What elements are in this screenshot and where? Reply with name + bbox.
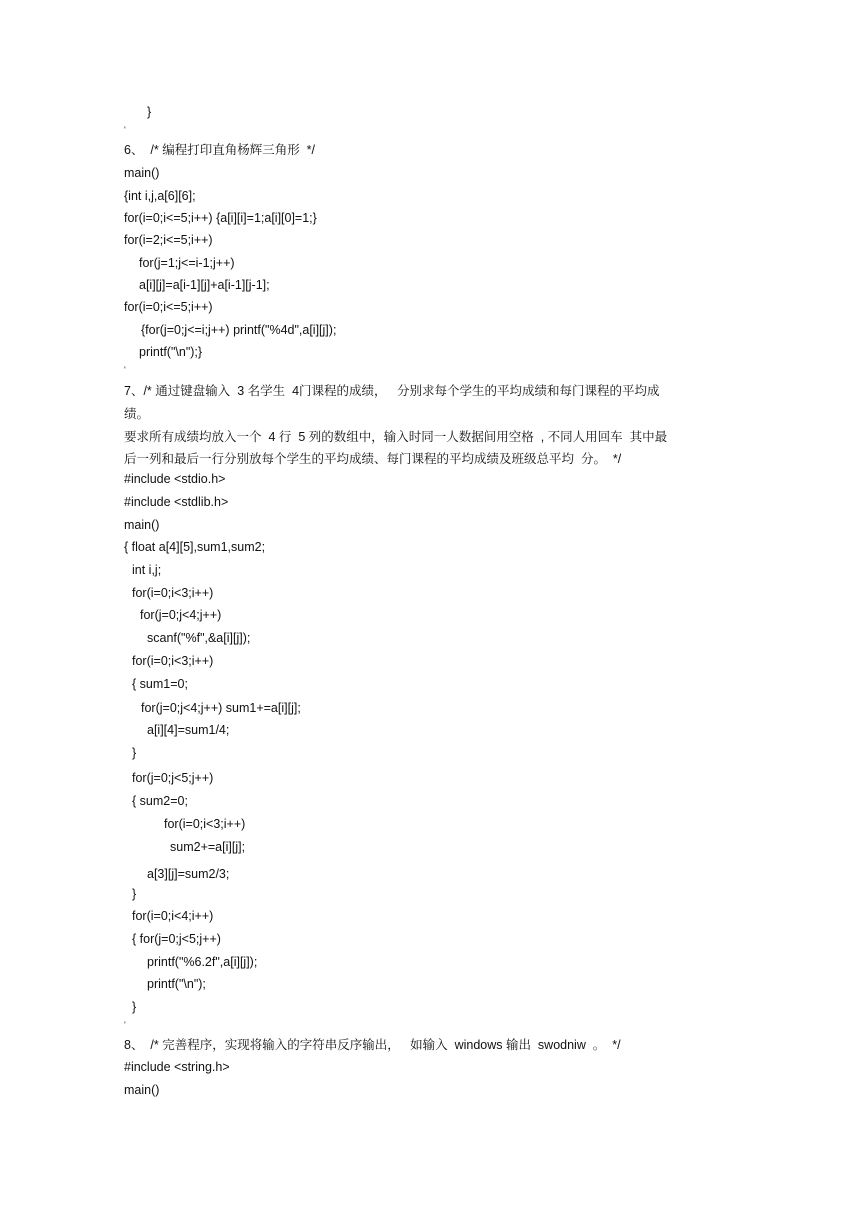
code-line: main() (124, 1083, 160, 1097)
code-line: {for(j=0;j<=i;j++) printf("%4d",a[i][j]); (141, 323, 337, 337)
code-line: } (132, 746, 137, 760)
code-line: printf("\n"); (147, 977, 206, 991)
question-7-text: 后一列和最后一行分别放每个学生的平均成绩、每门课程的平均成绩及班级总平均 分。 */ (124, 452, 622, 466)
code-line: for(i=0;i<=5;i++) (124, 300, 213, 314)
question-7-text: 要求所有成绩均放入一个 4 行 5 列的数组中，输入时同一人数据间用空格 , 不同人用回车 其中最 (124, 430, 668, 444)
margin-mark: ' (124, 1020, 126, 1030)
question-7-heading: 7、/* 通过键盘输入 3 名学生 4门课程的成绩， 分别求每个学生的平均成绩和每门课程的平均成 (124, 384, 660, 398)
question-8-heading: 8、 /* 完善程序，实现将输入的字符串反序输出， 如输入 windows 输出 swodniw 。 */ (124, 1038, 621, 1052)
code-line: a[i][4]=sum1/4; (147, 723, 230, 737)
code-line: { float a[4][5],sum1,sum2; (124, 540, 266, 554)
code-line: #include <string.h> (124, 1060, 230, 1074)
code-line: a[i][j]=a[i-1][j]+a[i-1][j-1]; (139, 278, 270, 292)
code-line: for(i=0;i<3;i++) (132, 586, 214, 600)
code-line: scanf("%f",&a[i][j]); (147, 631, 251, 645)
margin-mark: ' (124, 125, 126, 135)
margin-mark: ' (124, 365, 126, 375)
code-line: { sum1=0; (132, 677, 188, 691)
code-line: for(j=0;j<4;j++) sum1+=a[i][j]; (141, 701, 301, 715)
code-line: printf("\n");} (139, 345, 203, 359)
code-line: int i,j; (132, 563, 162, 577)
code-line: for(i=0;i<3;i++) (132, 654, 214, 668)
code-line: } (132, 1000, 137, 1014)
code-line: for(j=0;j<5;j++) (132, 771, 214, 785)
code-line: a[3][j]=sum2/3; (147, 867, 230, 881)
code-line: #include <stdlib.h> (124, 495, 229, 509)
code-line: main() (124, 518, 160, 532)
code-line: } (147, 105, 152, 119)
code-line: {int i,j,a[6][6]; (124, 189, 196, 203)
code-line: for(i=2;i<=5;i++) (124, 233, 213, 247)
code-line: for(i=0;i<4;i++) (132, 909, 214, 923)
question-7-text: 绩。 (124, 407, 150, 421)
question-6-heading: 6、 /* 编程打印直角杨辉三角形 */ (124, 143, 315, 157)
code-line: } (132, 887, 137, 901)
code-line: #include <stdio.h> (124, 472, 226, 486)
code-line: { for(j=0;j<5;j++) (132, 932, 221, 946)
code-line: sum2+=a[i][j]; (170, 840, 246, 854)
code-line: for(i=0;i<3;i++) (164, 817, 246, 831)
code-line: for(j=0;j<4;j++) (140, 608, 222, 622)
code-line: for(j=1;j<=i-1;j++) (139, 256, 235, 270)
code-line: main() (124, 166, 160, 180)
code-line: { sum2=0; (132, 794, 188, 808)
code-line: printf("%6.2f",a[i][j]); (147, 955, 258, 969)
code-line: for(i=0;i<=5;i++) {a[i][i]=1;a[i][0]=1;} (124, 211, 317, 225)
